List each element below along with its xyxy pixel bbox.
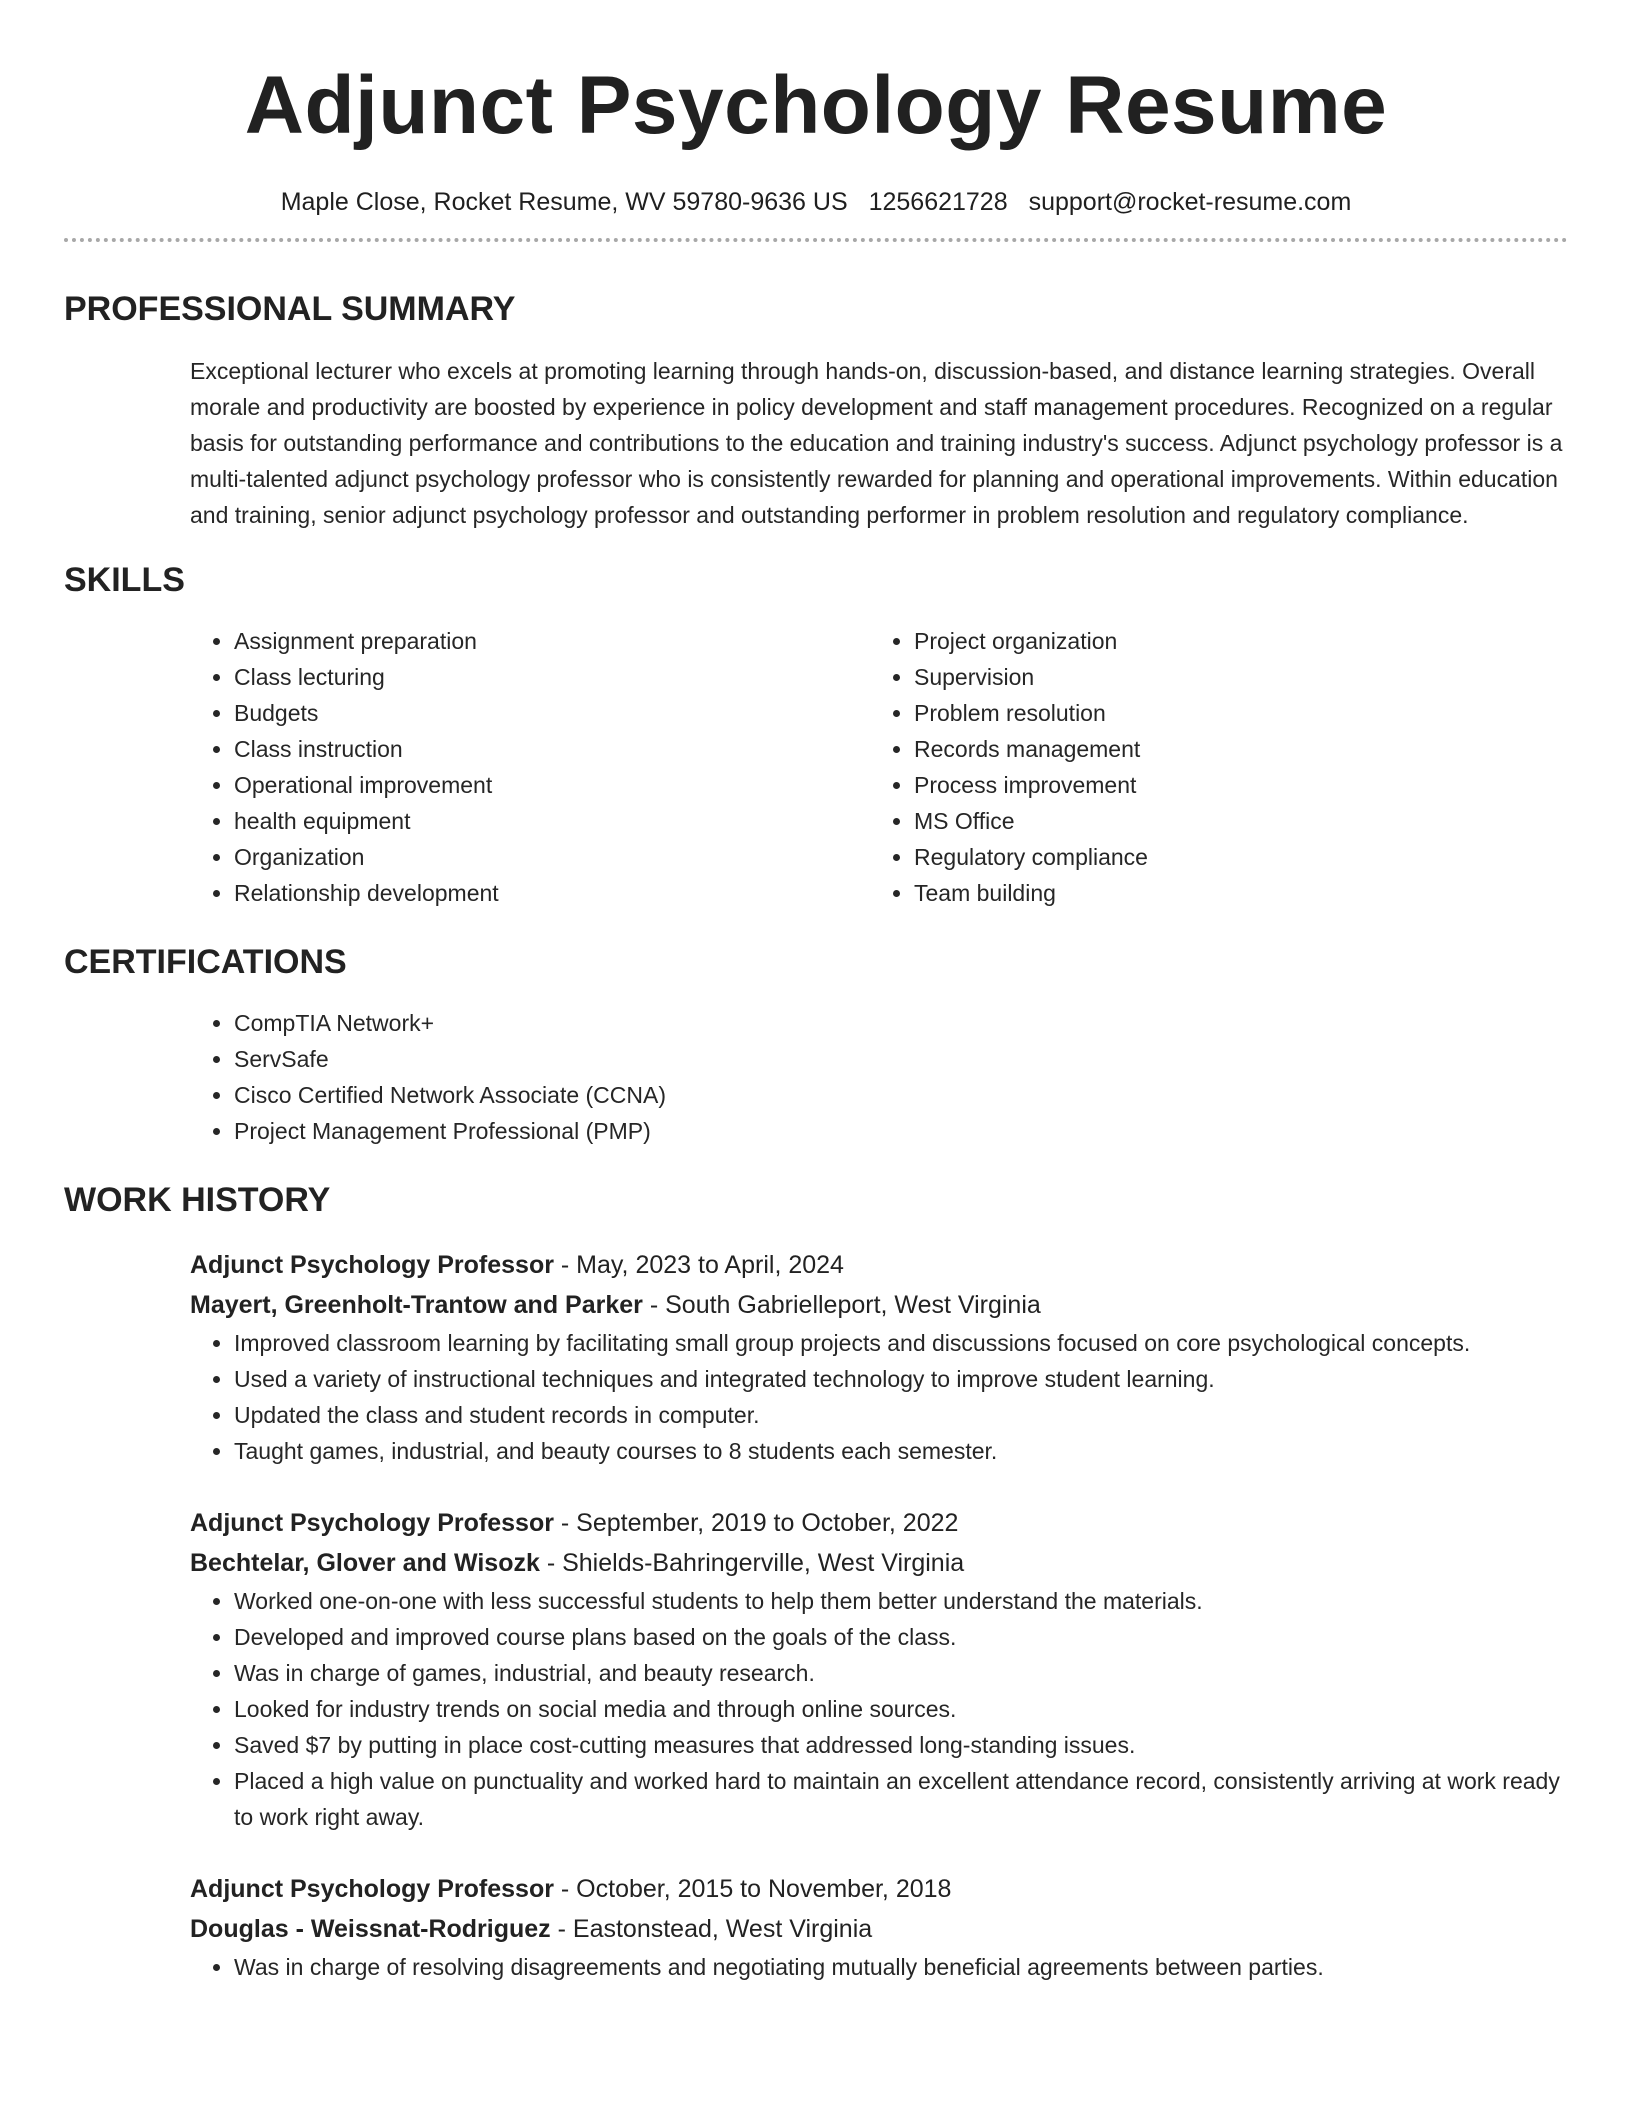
- skill-item: • Regulatory compliance: [914, 839, 1550, 875]
- summary-heading: PROFESSIONAL SUMMARY: [64, 290, 516, 328]
- skill-item: • Budgets: [234, 695, 870, 731]
- skill-item: • Supervision: [914, 659, 1550, 695]
- job-company: Douglas - Weissnat-Rodriguez: [190, 1915, 551, 1943]
- job-dates: - September, 2019 to October, 2022: [553, 1509, 959, 1537]
- job-bullets: [190, 1583, 1568, 1835]
- job-title-line: [190, 1869, 1568, 1909]
- job-company-line: [190, 1285, 1568, 1325]
- job-bullet: • Placed a high value on punctuality and worked hard to maintain an excellent attendance record, consistently arriving at work ready to work right away.: [234, 1763, 1568, 1835]
- skill-item: • Operational improvement: [234, 767, 870, 803]
- skill-item: • Problem resolution: [914, 695, 1550, 731]
- job-company: Mayert, Greenholt-Trantow and Parker: [190, 1291, 643, 1319]
- certification-item: • CompTIA Network+: [234, 1005, 1568, 1041]
- resume-title: Adjunct Psychology Resume: [244, 60, 1388, 151]
- skills-heading: SKILLS: [64, 561, 185, 599]
- skill-item: • Organization: [234, 839, 870, 875]
- work-history-section: [64, 1179, 1568, 1985]
- job-entry: [64, 1869, 1568, 1985]
- skill-item: • MS Office: [914, 803, 1550, 839]
- job-entry: [64, 1503, 1568, 1835]
- skill-item: • Assignment preparation: [234, 623, 870, 659]
- header-divider: [64, 238, 1568, 242]
- certification-item: • Cisco Certified Network Associate (CCNA): [234, 1077, 1568, 1113]
- job-bullet: • Used a variety of instructional techniques and integrated technology to improve student learning.: [234, 1361, 1568, 1397]
- job-role: Adjunct Psychology Professor: [190, 1251, 554, 1279]
- skill-item: • Team building: [914, 875, 1550, 911]
- job-location: - Eastonstead, West Virginia: [550, 1915, 873, 1943]
- certification-item: • Project Management Professional (PMP): [234, 1113, 1568, 1149]
- job-bullet: • Saved $7 by putting in place cost-cutting measures that addressed long-standing issues.: [234, 1727, 1568, 1763]
- job-bullet: • Was in charge of resolving disagreements and negotiating mutually beneficial agreements between parties.: [234, 1949, 1568, 1985]
- job-company-line: [190, 1909, 1568, 1949]
- skill-item: • Class lecturing: [234, 659, 870, 695]
- job-bullet: • Worked one-on-one with less successful students to help them better understand the materials.: [234, 1583, 1568, 1619]
- skill-item: • Class instruction: [234, 731, 870, 767]
- skills-columns: [64, 623, 1568, 911]
- job-bullet: • Updated the class and student records in computer.: [234, 1397, 1568, 1433]
- job-bullet: • Improved classroom learning by facilitating small group projects and discussions focused on core psychological concepts.: [234, 1325, 1568, 1361]
- summary-text: Exceptional lecturer who excels at promoting learning through hands-on, discussion-based, and distance learning strategies. Overall morale and productivity are boosted by experience in policy development and staff management procedures. Recognized on a regular basis for outstanding performance and contributions to the education and training industry's success. Adjunct psychology professor is a multi-talented adjunct psychology professor who is consistently rewarded for planning and operational improvements. Within education and training, senior adjunct psychology professor and outstanding performer in problem resolution and regulatory compliance.: [190, 358, 1563, 528]
- contact-address: Maple Close, Rocket Resume, WV 59780-9636 US: [280, 188, 848, 216]
- job-entry: [64, 1245, 1568, 1469]
- contact-email: support@rocket-resume.com: [1028, 188, 1352, 216]
- job-company: Bechtelar, Glover and Wisozk: [190, 1549, 540, 1577]
- job-title-line: [190, 1245, 1568, 1285]
- skills-column-left: [190, 623, 870, 911]
- work-history-heading: WORK HISTORY: [64, 1181, 331, 1219]
- job-dates: - October, 2015 to November, 2018: [553, 1875, 952, 1903]
- job-bullets: [190, 1949, 1568, 1985]
- job-company-line: [190, 1543, 1568, 1583]
- skills-section: [64, 559, 1568, 911]
- skill-item: • Relationship development: [234, 875, 870, 911]
- summary-section: [64, 288, 1568, 533]
- job-location: - Shields-Bahringerville, West Virginia: [539, 1549, 965, 1577]
- certifications-heading: CERTIFICATIONS: [64, 943, 347, 981]
- skill-item: • Records management: [914, 731, 1550, 767]
- skill-item: • Project organization: [914, 623, 1550, 659]
- job-title-line: [190, 1503, 1568, 1543]
- job-bullets: [190, 1325, 1568, 1469]
- certification-item: • ServSafe: [234, 1041, 1568, 1077]
- job-location: - South Gabrielleport, West Virginia: [642, 1291, 1041, 1319]
- certifications-list: [64, 1005, 1568, 1149]
- job-role: Adjunct Psychology Professor: [190, 1875, 554, 1903]
- contact-line: [64, 186, 1568, 218]
- job-bullet: • Taught games, industrial, and beauty courses to 8 students each semester.: [234, 1433, 1568, 1469]
- contact-phone: 1256621728: [868, 188, 1008, 216]
- job-role: Adjunct Psychology Professor: [190, 1509, 554, 1537]
- skills-column-right: [870, 623, 1550, 911]
- job-bullet: • Was in charge of games, industrial, and beauty research.: [234, 1655, 1568, 1691]
- certifications-section: [64, 941, 1568, 1149]
- job-dates: - May, 2023 to April, 2024: [553, 1251, 844, 1279]
- skill-item: • health equipment: [234, 803, 870, 839]
- job-bullet: • Looked for industry trends on social media and through online sources.: [234, 1691, 1568, 1727]
- job-bullet: • Developed and improved course plans based on the goals of the class.: [234, 1619, 1568, 1655]
- skill-item: • Process improvement: [914, 767, 1550, 803]
